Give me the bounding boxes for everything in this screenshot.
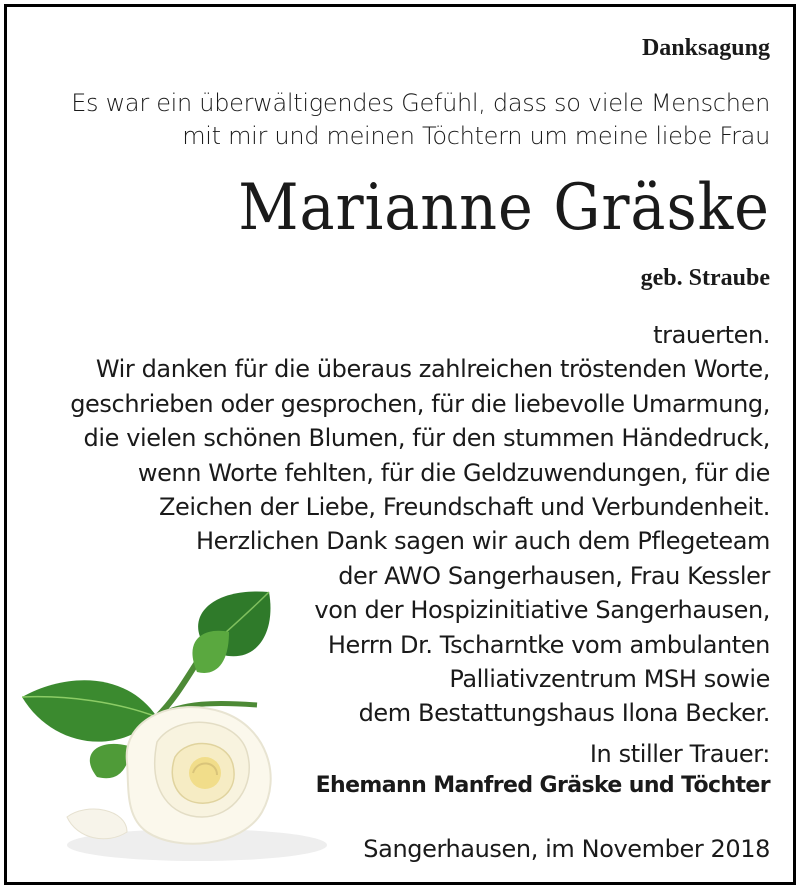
leaf	[192, 631, 229, 673]
thanks-line: die vielen schönen Blumen, für den stummen Händedruck,	[83, 424, 770, 453]
thanks-line: Wir danken für die überaus zahlreichen tröstenden Worte,	[95, 355, 770, 384]
thanks-line: Palliativzentrum MSH sowie	[449, 665, 770, 694]
deceased-name: Marianne Gräske	[238, 171, 770, 245]
thanks-line: der AWO Sangerhausen, Frau Kessler	[338, 561, 770, 590]
loose-petal	[67, 809, 127, 839]
thanks-line: Zeichen der Liebe, Freundschaft und Verbundenheit.	[159, 493, 770, 522]
signatories: Ehemann Manfred Gräske und Töchter	[315, 773, 770, 798]
place-date: Sangerhausen, im November 2018	[363, 835, 770, 863]
intro-line: Es war ein überwältigendes Gefühl, dass so viele Menschen	[71, 89, 770, 117]
intro-line: mit mir und meinen Töchtern um meine liebe Frau	[182, 122, 770, 150]
thanks-line: wenn Worte fehlten, für die Geldzuwendungen, für die	[137, 458, 770, 487]
closing-phrase: In stiller Trauer:	[589, 740, 770, 768]
thanks-line: von der Hospizinitiative Sangerhausen,	[314, 596, 770, 625]
rose-icon	[7, 577, 327, 877]
thanks-line: trauerten.	[653, 321, 770, 349]
thanks-line: dem Bestattungshaus Ilona Becker.	[358, 699, 770, 728]
intro-text	[71, 87, 770, 153]
leaf	[90, 744, 132, 778]
thanks-line: Herzlichen Dank sagen wir auch dem Pflegeteam	[196, 527, 770, 556]
maiden-name: geb. Straube	[640, 265, 770, 291]
notice-heading: Danksagung	[641, 35, 770, 61]
thanks-line: geschrieben oder gesprochen, für die liebevolle Umarmung,	[70, 389, 770, 418]
thanks-line: Herrn Dr. Tscharntke vom ambulanten	[327, 630, 770, 659]
obituary-card	[4, 4, 796, 885]
